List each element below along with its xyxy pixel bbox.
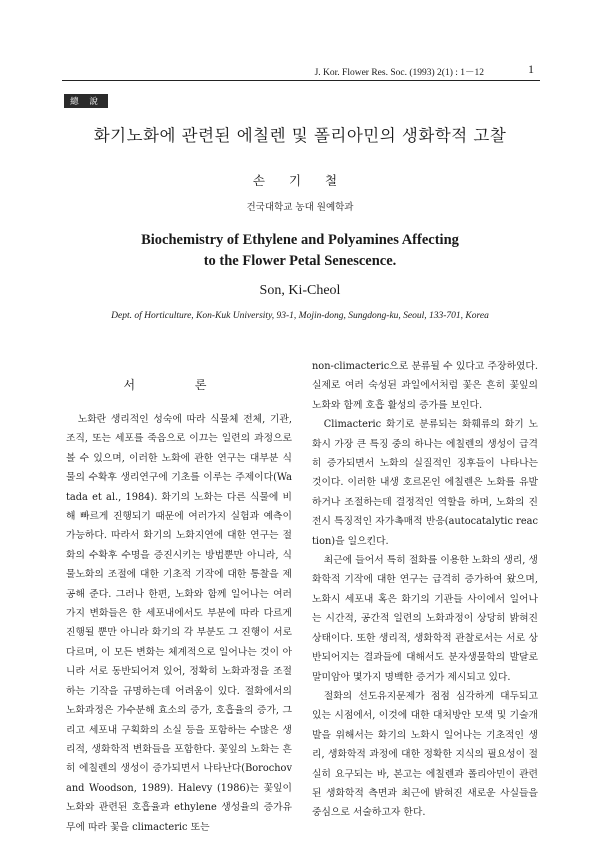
- left-paragraph-1: 노화란 생리적인 성숙에 따라 식물체 전체, 기관, 조직, 또는 세포를 죽음으로 이끄는 일련의 과정으로 볼 수 있으며, 이러한 노화에 관한 연구는 대부분 식물의 수확후 생리연구에 기초를 이루는 주제이다(Watada et al., 1984). 화기의 노화는 다른 식물에 비해 빠르게 진행되기 때문에 여러가지 실험과 예측이 가능하다. 따라서 화기의 노화지연에 대한 연구는 절화의 수확후 수명을 증진시키는 방법뿐만 아니라, 식물노화의 조절에 대한 기초적 기작에 대한 통찰을 제공해 준다. 그러나 한편, 노화와 함께 일어나는 여러가지 변화들은 한 세포내에서도 부분에 따라 다르게 진행될 뿐만 아니라 화기의 각 부분도 그 진행이 서로 다르며, 이 모든 변화는 체계적으로 일어나는 것이 아니라 서로 동반되어져 있어, 정확히 노화과정을 조절하는 기작을 규명하는데 어려움이 있다. 절화에서의 노화과정은 가수분해 효소의 증가, 호흡율의 증가, 그리고 세포내 구획화의 소실 등을 포함하는 수많은 생리적, 생화학적 변화들을 포함한다. 꽃잎의 노화는 흔히 에칠렌의 생성이 증가되면서 나타난다(Borochov and Woodson, 1989). Halevy (1986)는 꽃잎이 노화와 관련된 호흡율과 ethylene 생성율의 증가유무에 따라 꽃을 climacteric 또는: [66, 414, 292, 833]
- category-badge: 總 說: [64, 94, 108, 108]
- right-paragraph-3: 최근에 들어서 특히 절화를 이용한 노화의 생리, 생화학적 기작에 대한 연구는 급격히 증가하여 왔으며, 노화시 세포내 혹은 화기의 기관들 사이에서 일어나는 시간적, 공간적 일련의 노화과정이 상당히 밝혀진 상태이다. 또한 생리적, 생화학적 관찰로서는 서로 상반되어지는 결과들에 대해서도 분자생물학의 발달로 말미암아 몇가지 명백한 증거가 제시되고 있다.: [312, 555, 538, 683]
- english-affiliation: Dept. of Horticulture, Kon-Kuk University, 93-1, Mojin-dong, Sungdong-ku, Seoul, 133-701, Korea: [111, 311, 489, 321]
- korean-title: 화기노화에 관련된 에칠렌 및 폴리아민의 생화학적 고찰: [93, 126, 507, 145]
- english-author: Son, Ki-Cheol: [259, 283, 341, 298]
- running-head: J. Kor. Flower Res. Soc. (1993) 2(1) : 1－12: [314, 68, 484, 78]
- english-title-line-1: Biochemistry of Ethylene and Polyamines Affecting: [141, 232, 459, 248]
- right-paragraph-4: 절화의 선도유지문제가 점점 심각하게 대두되고 있는 시점에서, 이것에 대한 대처방안 모색 및 기술개발을 위해서는 화기의 노화시 일어나는 기초적인 생리, 생화학적 과정에 대한 정확한 지식의 필요성이 절실히 요구되는 바, 본고는 에칠렌과 폴리아민이 관련된 생화학적 측면과 최근에 밝혀진 새로운 사실들을 중심으로 서술하고자 한다.: [312, 690, 538, 819]
- right-paragraph-2: Climacteric 화기로 분류되는 화훼류의 화기 노화시 가장 큰 특징 중의 하나는 에칠렌의 생성이 급격히 증가되면서 노화의 실질적인 징후들이 나타나는 것이다. 이러한 내생 호르몬인 에칠렌은 노화를 유발하거나 조절하는데 결정적인 역할을 하며, 노화의 진전시 특징적인 자가촉매적 반응(autocatalytic reaction)을 일으킨다.: [312, 419, 538, 547]
- english-title-line-2: to the Flower Petal Senescence.: [203, 253, 397, 269]
- english-title: [0, 230, 600, 272]
- korean-affiliation: 건국대학교 농대 원예학과: [246, 202, 354, 213]
- header-rule: [62, 80, 540, 81]
- korean-author: 손 기 철: [252, 173, 348, 188]
- right-paragraph-1: non-climacteric으로 분류될 수 있다고 주장하였다. 실제로 여러 숙성된 과일에서처럼 꽃은 흔히 꽃잎의 노화와 함께 호흡 활성의 증가를 보인다.: [312, 361, 538, 411]
- section-heading-introduction: 서 론: [123, 378, 235, 392]
- left-column: [66, 410, 292, 837]
- right-column: [312, 357, 538, 823]
- page-number: 1: [528, 62, 534, 76]
